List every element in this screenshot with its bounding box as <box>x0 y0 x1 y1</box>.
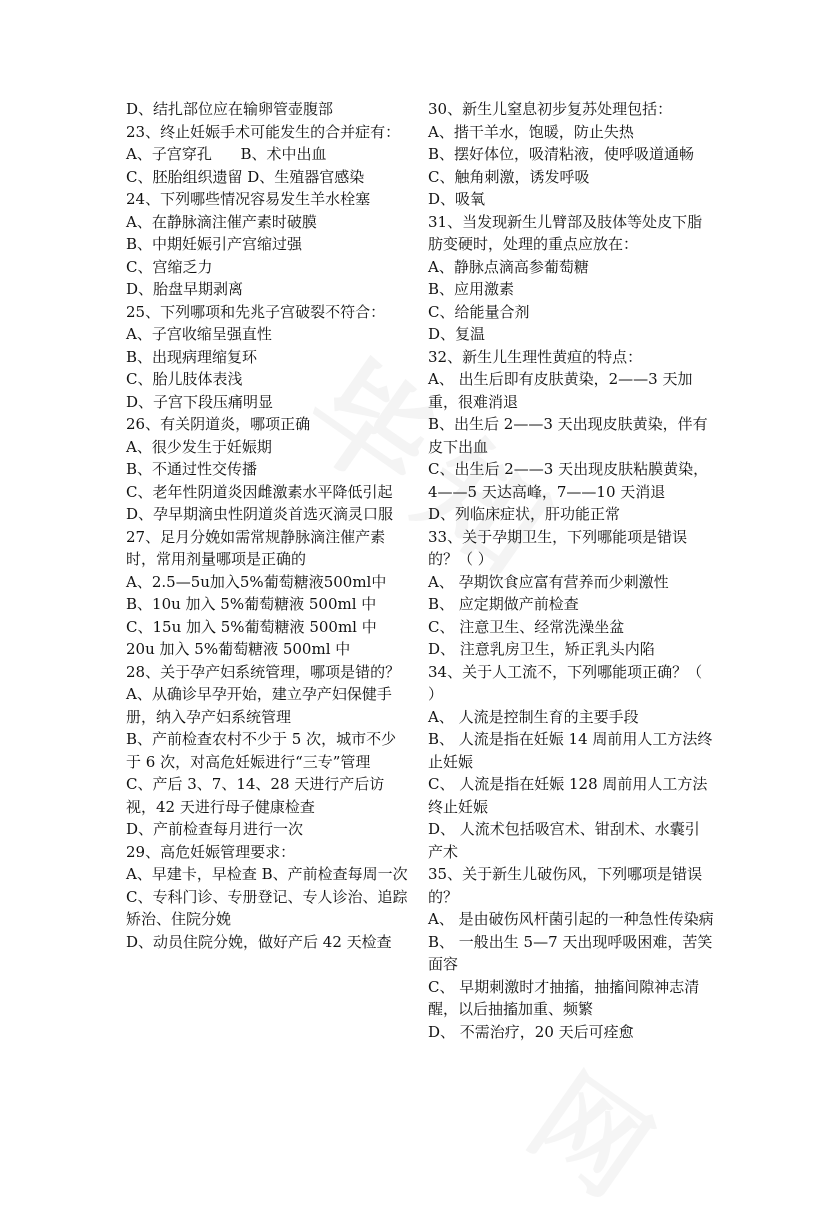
text-line: C、 注意卫生、经常洗澡坐盆 <box>428 617 625 636</box>
text-line: B、不通过性交传播 <box>126 460 258 478</box>
text-line: A、2.5—5u加入5%葡萄糖液500ml中 <box>126 572 387 591</box>
text-line: A、揩干羊水，饱暖，防止失热 <box>428 122 634 141</box>
text-line: B、中期妊娠引产宫缩过强 <box>126 235 303 253</box>
text-line: D、吸氧 <box>428 190 486 208</box>
text-line: C、出生后 2——3 天出现皮肤粘膜黄染，4——5 天达高峰，7——10 天消退 <box>428 460 709 501</box>
text-line: 20u 加入 5%葡萄糖液 500ml 中 <box>126 640 351 658</box>
text-line: A、 出生后即有皮肤黄染，2——3 天加重，很难消退 <box>428 370 693 411</box>
text-line: D、列临床症状，肝功能正常 <box>428 505 621 523</box>
text-line: 29、高危妊娠管理要求： <box>126 842 296 861</box>
text-line: A、很少发生于妊娠期 <box>126 437 272 456</box>
text-line: D、动员住院分娩，做好产后 42 天检查 <box>126 932 392 951</box>
text-line: A、静脉点滴高参葡萄糖 <box>428 257 589 276</box>
text-line: B、 人流是指在妊娠 14 周前用人工方法终止妊娠 <box>428 730 713 771</box>
text-line: C、 人流是指在妊娠 128 周前用人工方法终止妊娠 <box>428 775 708 816</box>
text-line: D、 人流术包括吸宫术、钳刮术、水囊引产术 <box>428 820 700 861</box>
text-line: A、从确诊早孕开始，建立孕产妇保健手册，纳入孕产妇系统管理 <box>126 685 392 726</box>
right-column <box>428 98 714 1043</box>
text-line: C、老年性阴道炎因雌激素水平降低引起 <box>126 482 393 501</box>
text-line: D、 注意乳房卫生，矫正乳头内陷 <box>428 640 655 658</box>
text-line: C、给能量合剂 <box>428 302 530 321</box>
text-line: A、早建卡，早检查 B、产前检查每周一次 <box>126 865 408 883</box>
text-line: C、专科门诊、专册登记、专人诊治、追踪矫治、住院分娩 <box>126 887 408 928</box>
text-line: A、在静脉滴注催产素时破膜 <box>126 212 317 231</box>
text-line: D、子宫下段压痛明显 <box>126 392 274 411</box>
text-line: B、出生后 2——3 天出现皮肤黄染，伴有皮下出血 <box>428 415 708 456</box>
watermark-secondary <box>505 1033 686 1225</box>
text-line: C、 早期刺激时才抽搐，抽搐间隙神志清醒，以后抽搐加重、频繁 <box>428 977 700 1018</box>
text-line: C、胚胎组织遗留 D、生殖器官感染 <box>126 167 365 186</box>
text-line: 28、关于孕产妇系统管理，哪项是错的？ <box>126 662 401 681</box>
left-column <box>126 98 408 953</box>
text-line: D、 不需治疗，20 天后可痊愈 <box>428 1022 634 1041</box>
text-line: C、宫缩乏力 <box>126 257 213 276</box>
text-line: 24、下列哪些情况容易发生羊水栓塞 <box>126 190 371 208</box>
text-line: 26、有关阴道炎，哪项正确 <box>126 415 311 433</box>
text-line: B、产前检查农村不少于 5 次，城市不少于 6 次，对高危妊娠进行“三专”管理 <box>126 730 397 771</box>
text-line: A、 是由破伤风杆菌引起的一种急性传染病 <box>428 910 714 928</box>
text-line: D、结扎部位应在输卵管壶腹部 <box>126 100 334 118</box>
text-line: C、触角刺激，诱发呼吸 <box>428 167 590 186</box>
text-line: 31、当发现新生儿臂部及肢体等处皮下脂肪变硬时，处理的重点应放在： <box>428 212 703 253</box>
text-line: 25、下列哪项和先兆子宫破裂不符合： <box>126 302 386 321</box>
text-line: B、应用激素 <box>428 280 515 298</box>
text-line: A、子宫穿孔 B、术中出血 <box>126 145 327 163</box>
text-line: C、产后 3、7、14、28 天进行产后访视，42 天进行母子健康检查 <box>126 775 385 816</box>
text-line: B、 一般出生 5—7 天出现呼吸困难，苦笑面容 <box>428 932 713 973</box>
text-line: B、10u 加入 5%葡萄糖液 500ml 中 <box>126 595 377 613</box>
text-line: A、子宫收缩呈强直性 <box>126 325 272 343</box>
text-line: B、出现病理缩复环 <box>126 347 258 366</box>
text-line: 33、关于孕期卫生，下列哪能项是错误的？（ ） <box>428 527 688 568</box>
text-line: D、孕早期滴虫性阴道炎首选灭滴灵口服 <box>126 505 394 523</box>
text-line: D、胎盘早期剥离 <box>126 280 244 298</box>
text-line: A、 人流是控制生育的主要手段 <box>428 707 639 726</box>
text-line: 27、足月分娩如需常规静脉滴注催产素时，常用剂量哪项是正确的 <box>126 527 386 568</box>
text-line: C、胎儿肢体表浅 <box>126 370 243 388</box>
text-line: 32、新生儿生理性黄疸的特点： <box>428 347 643 366</box>
text-line: D、复温 <box>428 325 486 343</box>
text-line: D、产前检查每月进行一次 <box>126 820 304 838</box>
text-line: 34、关于人工流不，下列哪能项正确？（ ） <box>428 662 707 703</box>
text-line: A、 孕期饮食应富有营养而少刺激性 <box>428 572 669 591</box>
text-line: B、 应定期做产前检查 <box>428 595 579 613</box>
text-line: 35、关于新生儿破伤风，下列哪项是错误的？ <box>428 865 703 906</box>
text-line: B、摆好体位，吸清粘液，使呼吸道通畅 <box>428 145 695 163</box>
text-line: 23、终止妊娠手术可能发生的合并症有： <box>126 122 401 141</box>
text-line: 30、新生儿窒息初步复苏处理包括： <box>428 100 673 118</box>
text-line: C、15u 加入 5%葡萄糖液 500ml 中 <box>126 617 377 636</box>
